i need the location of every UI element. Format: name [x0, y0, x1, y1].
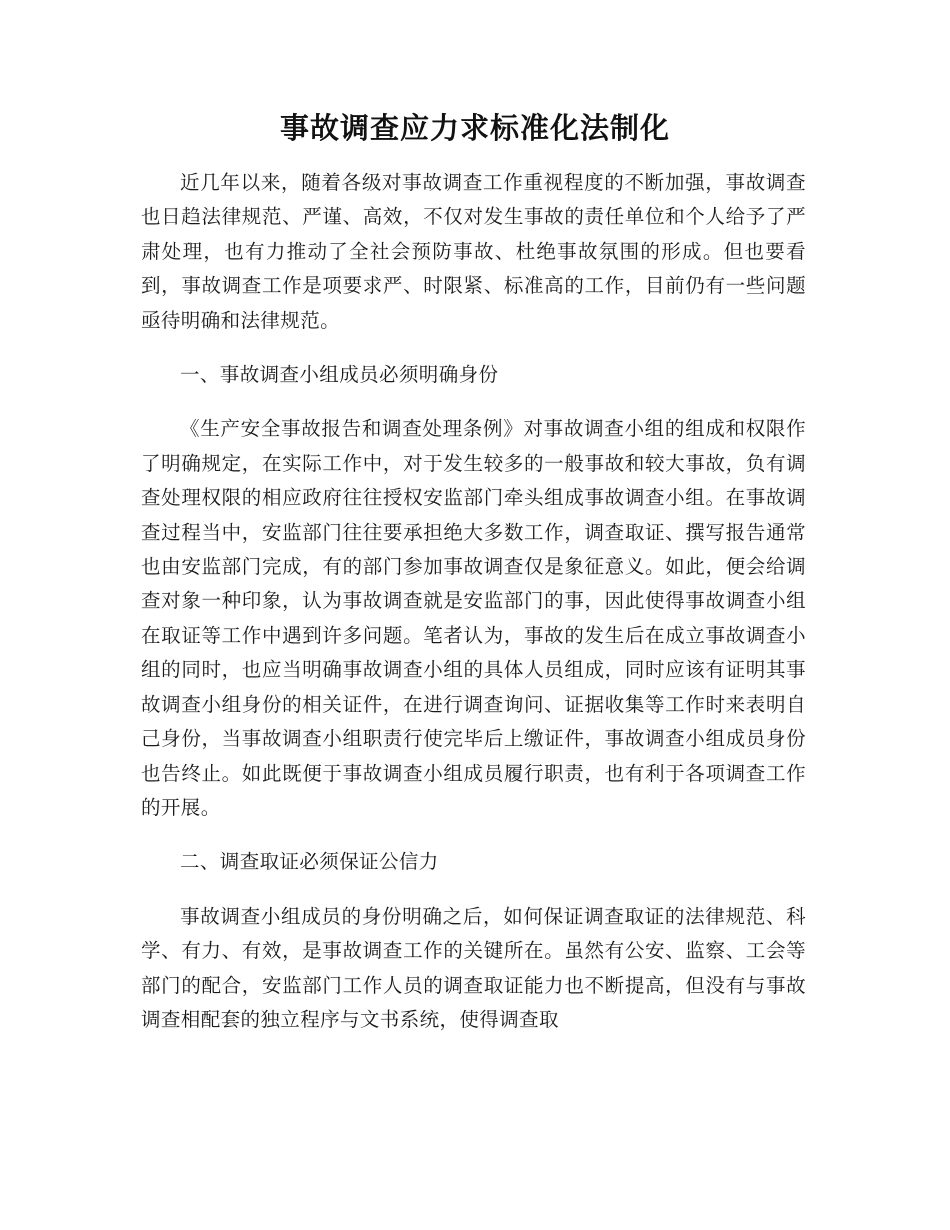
- document-title: 事故调查应力求标准化法制化: [279, 111, 670, 145]
- section-heading-1: 一、事故调查小组成员必须明确身份: [180, 363, 499, 387]
- paragraph-intro: 近几年以来，随着各级对事故调查工作重视程度的不断加强，事故调查也日趋法律规范、严谨、高效，不仅对发生事故的责任单位和个人给予了严肃处理，也有力推动了全社会预防事故、杜绝事故氛围的形成。但也要看到，事故调查工作是项要求严、时限紧、标准高的工作，目前仍有一些问题亟待明确和法律规范。: [141, 171, 806, 332]
- paragraph-section-2: 事故调查小组成员的身份明确之后，如何保证调查取证的法律规范、科学、有力、有效，是事故调查工作的关键所在。虽然有公安、监察、工会等部门的配合，安监部门工作人员的调查取证能力也不断提高，但没有与事故调查相配套的独立程序与文书系统，使得调查取: [141, 904, 806, 1031]
- document-body: [141, 166, 806, 1037]
- paragraph-section-1: 《生产安全事故报告和调查处理条例》对事故调查小组的组成和权限作了明确规定，在实际工作中，对于发生较多的一般事故和较大事故，负有调查处理权限的相应政府往往授权安监部门牵头组成事故调查小组。在事故调查过程当中，安监部门往往要承担绝大多数工作，调查取证、撰写报告通常也由安监部门完成，有的部门参加事故调查仅是象征意义。如此，便会给调查对象一种印象，认为事故调查就是安监部门的事，因此使得事故调查小组在取证等工作中遇到许多问题。笔者认为，事故的发生后在成立事故调查小组的同时，也应当明确事故调查小组的具体人员组成，同时应该有证明其事故调查小组身份的相关证件，在进行调查询问、证据收集等工作时来表明自己身份，当事故调查小组职责行使完毕后上缴证件，事故调查小组成员身份也告终止。如此既便于事故调查小组成员履行职责，也有利于各项调查工作的开展。: [141, 417, 806, 819]
- section-heading-2: 二、调查取证必须保证公信力: [180, 850, 439, 874]
